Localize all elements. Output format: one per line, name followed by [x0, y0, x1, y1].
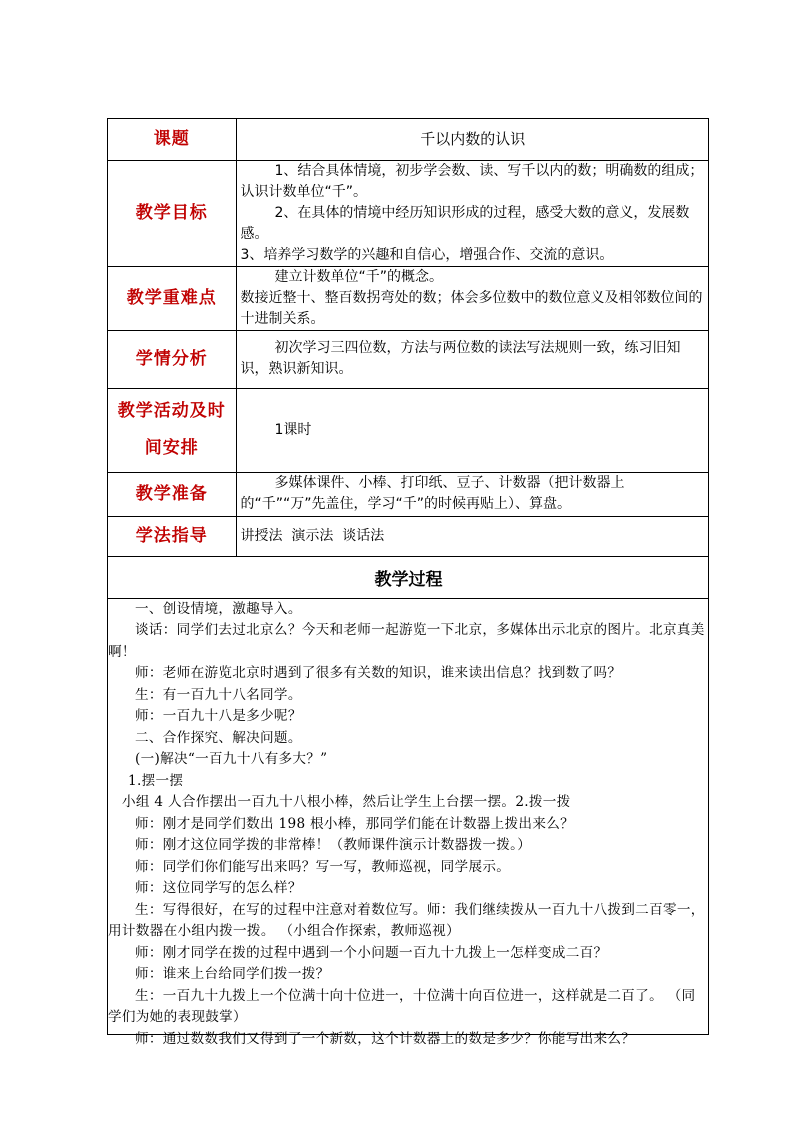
value-objectives [236, 160, 709, 266]
process-paragraph: 师：谁来上台给同学们拨一拨？ [135, 966, 330, 982]
process-paragraph: 1.摆一摆 [128, 772, 184, 789]
row-topic [108, 119, 709, 160]
label-objectives: 教学目标 [108, 160, 236, 266]
value-preparation: 多媒体课件、小棒、打印纸、豆子、计数器（把计数器上的“千”“万”先盖住，学习“千”的时候再贴上）、算盘。 [236, 472, 709, 516]
value-methods: 讲授法 演示法 谈话法 [236, 516, 709, 556]
process-paragraph: (一)解决“一百九十八有多大？” [135, 751, 328, 767]
process-paragraph: 师：刚才同学在拨的过程中遇到一个小问题一百九十九拨上一怎样变成二百？ [135, 944, 608, 961]
objective-3: 3、培养学习数学的兴趣和自信心，增强合作、交流的意识。 [240, 246, 614, 263]
process-paragraph: 生：有一百九十八名同学。 [135, 686, 302, 703]
process-paragraph: 师：一百九十八是多少呢？ [135, 708, 302, 724]
process-paragraph: 小组 4 人合作摆出一百九十八根小棒，然后让学生上台摆一摆。2.拨一拨 [122, 794, 571, 810]
lesson-plan-table [108, 119, 709, 1050]
value-key-points [236, 266, 709, 330]
row-key-points [108, 266, 709, 330]
label-methods: 学法指导 [108, 516, 236, 556]
process-title: 教学过程 [108, 556, 709, 598]
label-topic: 课题 [108, 119, 236, 160]
process-paragraph: 师：同学们你们能写出来吗？写一写，教师巡视，同学展示。 [135, 858, 511, 875]
label-analysis: 学情分析 [108, 330, 236, 388]
row-schedule [108, 388, 709, 472]
row-methods [108, 516, 709, 556]
value-schedule: 1课时 [236, 388, 709, 472]
value-topic: 千以内数的认识 [236, 119, 709, 160]
key-point-1: 建立计数单位“千”的概念。 [274, 268, 444, 285]
process-paragraph: 谈话：同学们去过北京么？今天和老师一起游览一下北京，多媒体出示北京的图片。北京真美啊！ [108, 622, 705, 660]
objective-2: 2、在具体的情境中经历知识形成的过程，感受大数的意义，发展数感。 [240, 204, 690, 242]
label-preparation: 教学准备 [108, 472, 236, 516]
process-paragraph: 生：写得很好，在写的过程中注意对着数位写。师：我们继续拨从一百九十八拨到二百零一，用计数器在小组内拨一拨。 （小组合作探索，教师巡视） [108, 901, 705, 939]
row-process-body [108, 598, 709, 1050]
row-process-title [108, 556, 709, 598]
process-paragraph: 师：刚才这位同学拨的非常棒！（教师课件演示计数器拨一拨。） [135, 837, 532, 853]
label-key-points: 教学重难点 [108, 266, 236, 330]
process-paragraph: 二、合作探究、解决问题。 [135, 729, 302, 746]
process-body [108, 598, 709, 1050]
process-paragraph: 生：一百九十九拨上一个位满十向十位进一，十位满十向百位进一，这样就是二百了。 （同学们为她的表现鼓掌） [108, 987, 696, 1025]
label-schedule-line1: 教学活动及时 [117, 401, 226, 421]
lesson-plan-sheet [107, 118, 709, 1047]
row-objectives [108, 160, 709, 266]
value-analysis: 初次学习三四位数，方法与两位数的读法写法规则一致，练习旧知识，熟识新知识。 [236, 330, 709, 388]
key-point-2: 数接近整十、整百数拐弯处的数；体会多位数中的数位意义及相邻数位间的十进制关系。 [240, 289, 703, 327]
process-paragraph: 师：这位同学写的怎么样？ [135, 880, 302, 896]
process-paragraph: 师：老师在游览北京时遇到了很多有关数的知识，谁来读出信息？找到数了吗？ [135, 665, 622, 681]
process-paragraph: 师：刚才是同学们数出 198 根小棒，那同学们能在计数器上拨出来么？ [135, 815, 575, 832]
row-preparation [108, 472, 709, 516]
objective-1: 1、结合具体情境，初步学会数、读、写千以内的数；明确数的组成；认识计数单位“千”。 [240, 162, 704, 200]
process-paragraph: 一、创设情境，激趣导入。 [135, 600, 302, 617]
label-schedule-line2: 间安排 [144, 438, 199, 458]
row-analysis [108, 330, 709, 388]
label-schedule [108, 388, 236, 472]
process-paragraph: 师：通过数数我们又得到了一个新数，这个计数器上的数是多少？你能写出来么？ [135, 1030, 636, 1047]
